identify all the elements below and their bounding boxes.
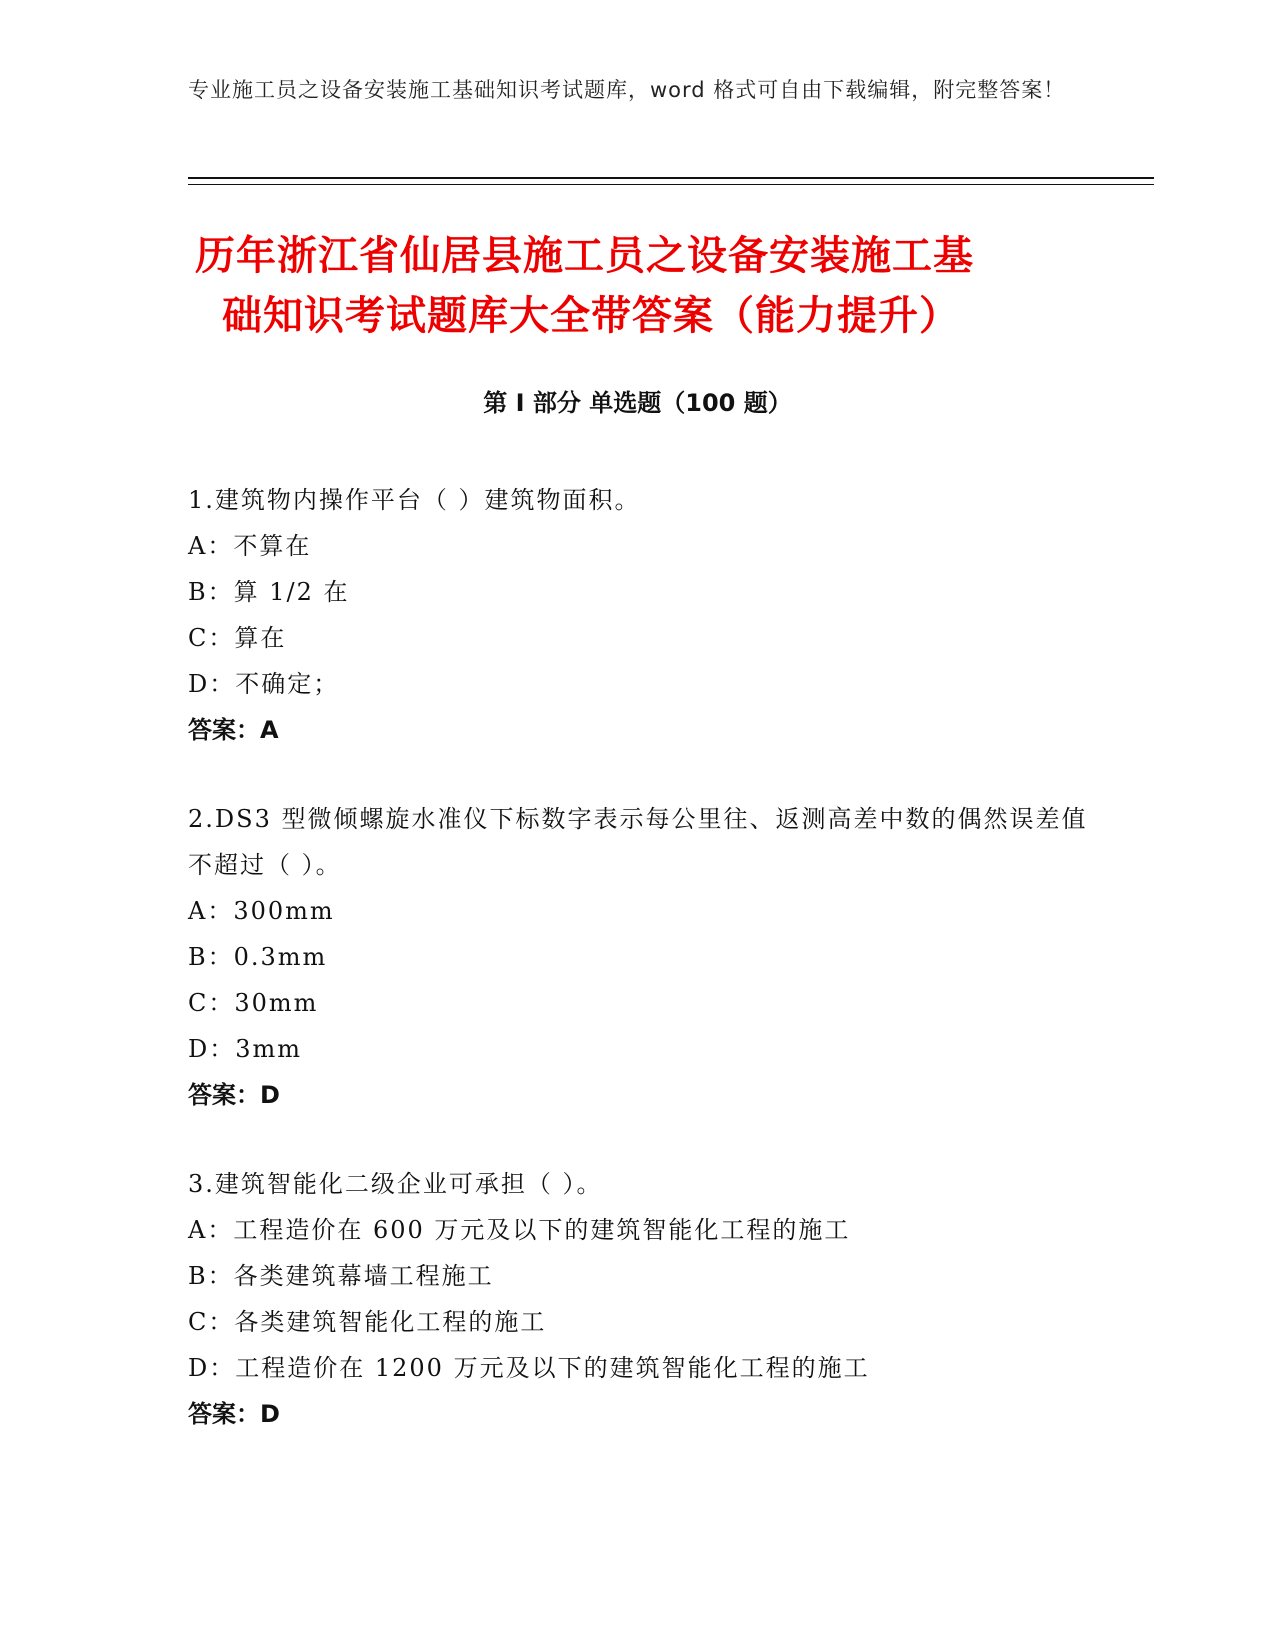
section-title: 第 I 部分 单选题（100 题） [483, 389, 792, 417]
question-stem: 2.DS3 型微倾螺旋水准仪下标数字表示每公里往、返测高差中数的偶然误差值不超过（ ）。 [188, 805, 1088, 879]
question-stem: 1.建筑物内操作平台（ ）建筑物面积。 [188, 486, 641, 514]
option-a: A：不算在 [188, 532, 312, 560]
option-d: D：不确定； [188, 670, 340, 698]
question-3 [188, 1161, 1088, 1437]
option-b: B：算 1/2 在 [188, 578, 350, 606]
document-title-line-2: 础知识考试题库大全带答案（能力提升） [222, 293, 960, 339]
answer: 答案：A [188, 716, 279, 744]
header-divider-thin [188, 184, 1154, 185]
answer: 答案：D [188, 1081, 280, 1109]
option-c: C：30mm [188, 989, 319, 1017]
answer: 答案：D [188, 1400, 280, 1428]
question-list [188, 477, 1088, 1480]
question-stem: 3.建筑智能化二级企业可承担（ ）。 [188, 1170, 603, 1198]
option-b: B：各类建筑幕墙工程施工 [188, 1262, 494, 1290]
question-2 [188, 796, 1088, 1118]
document-title-line-1: 历年浙江省仙居县施工员之设备安装施工基 [195, 233, 974, 279]
document-title [195, 226, 1095, 346]
option-d: D：工程造价在 1200 万元及以下的建筑智能化工程的施工 [188, 1354, 870, 1382]
option-d: D：3mm [188, 1035, 303, 1063]
option-c: C：算在 [188, 624, 287, 652]
document-intro: 专业施工员之设备安装施工基础知识考试题库，word 格式可自由下载编辑，附完整答案！ [188, 78, 1066, 102]
question-1 [188, 477, 1088, 753]
option-b: B：0.3mm [188, 943, 328, 971]
option-a: A：工程造价在 600 万元及以下的建筑智能化工程的施工 [188, 1216, 851, 1244]
option-a: A：300mm [188, 897, 335, 925]
header-divider-thick [188, 177, 1154, 179]
option-c: C：各类建筑智能化工程的施工 [188, 1308, 547, 1336]
